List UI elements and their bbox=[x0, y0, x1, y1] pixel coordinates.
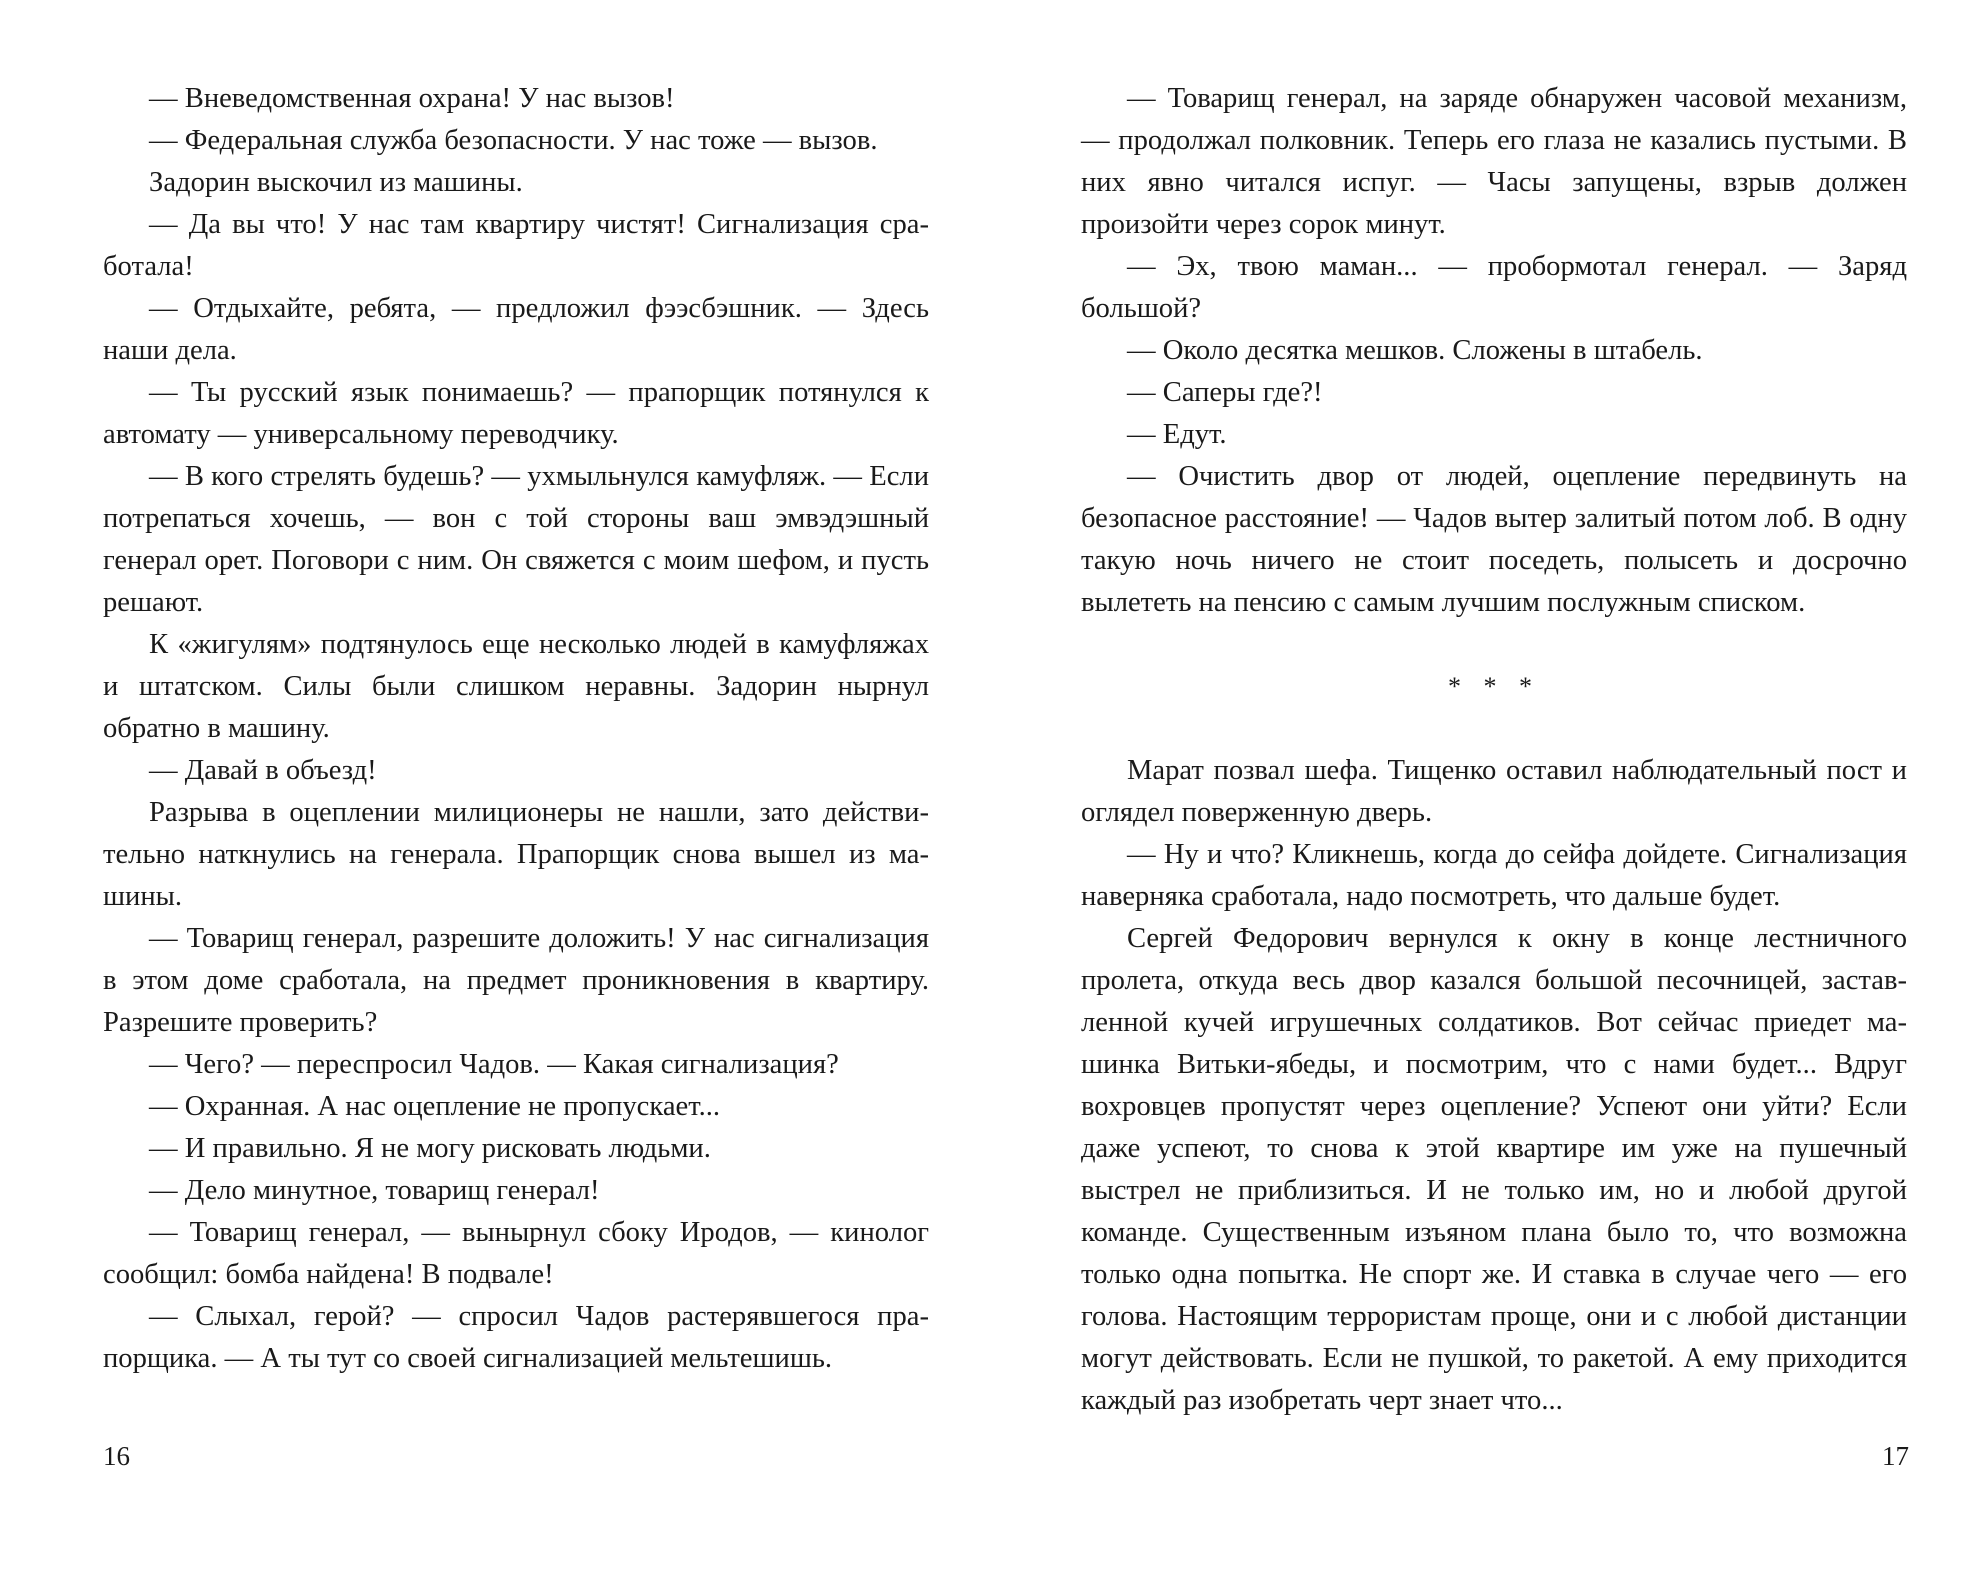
paragraph: — Ну и что? Кликнешь, когда до сейфа дойдете. Сигнализация наверняка сработала, надо посмотреть, что дальше будет. bbox=[1081, 839, 1907, 912]
paragraph: Разрыва в оцеплении милиционеры не нашли, зато действительно наткнулись на генерала. Прапорщик снова вышел из машины. bbox=[103, 797, 929, 912]
paragraph: — Едут. bbox=[1127, 419, 1227, 450]
paragraph: — Эх, твою маман... — пробормотал генерал. — Заряд большой? bbox=[1081, 251, 1907, 324]
paragraph: — Вневедомственная охрана! У нас вызов! bbox=[149, 83, 675, 114]
paragraph: — И правильно. Я не могу рисковать людьми. bbox=[149, 1133, 711, 1164]
paragraph: — Охранная. А нас оцепление не пропускает... bbox=[149, 1091, 721, 1122]
paragraph: — Товарищ генерал, на заряде обнаружен часовой механизм, — продолжал полковник. Теперь его глаза не казались пустыми. В них явно читался испуг. — Часы запущены, взрыв должен произойти через сорок минут. bbox=[1081, 83, 1907, 240]
paragraph: К «жигулям» подтянулось еще несколько людей в камуфляжах и штатском. Силы были слишком неравны. Задорин нырнул обратно в машину. bbox=[103, 629, 929, 744]
paragraph: — Около десятка мешков. Сложены в штабель. bbox=[1127, 335, 1703, 366]
paragraph: — Давай в объезд! bbox=[149, 755, 377, 786]
paragraph: — В кого стрелять будешь? — ухмыльнулся камуфляж. — Если потрепаться хочешь, — вон с той стороны ваш эмвэдэшный генерал орет. Поговори с ним. Он свяжется с моим шефом, и пусть решают. bbox=[103, 461, 929, 618]
paragraph: — Отдыхайте, ребята, — предложил фээсбэшник. — Здесь наши дела. bbox=[103, 293, 929, 366]
paragraph: Задорин выскочил из машины. bbox=[149, 167, 523, 198]
left-page-text bbox=[103, 78, 929, 1380]
paragraph: — Товарищ генерал, разрешите доложить! У нас сигнализация в этом доме сработала, на предмет проникновения в квартиру. Разрешите проверить? bbox=[103, 923, 929, 1038]
paragraph: Сергей Федорович вернулся к окну в конце лестничного пролета, откуда весь двор казался большой песочницей, заставленной кучей игрушечных солдатиков. Вот сейчас приедет машинка Витьки-ябеды, и посмотрим, что с нами будет... Вдруг вохровцев пропустят через оцепление? Успеют они уйти? Если даже успеют, то снова к этой квартире им уже на пушечный выстрел не приблизиться. И не только им, но и любой другой команде. Существенным изъяном плана было то, что возможна только одна попытка. Не спорт же. И ставка в случае чего — его голова. Настоящим террористам проще, они и с любой дистанции могут действовать. Если не пушкой, то ракетой. А ему приходится каждый раз изобретать черт знает что... bbox=[1081, 923, 1907, 1416]
section-separator: * * * bbox=[1448, 672, 1540, 701]
paragraph: — Товарищ генерал, — вынырнул сбоку Иродов, — кинолог сообщил: бомба найдена! В подвале! bbox=[103, 1217, 929, 1290]
paragraph: — Да вы что! У нас там квартиру чистят! Сигнализация сработала! bbox=[103, 209, 929, 282]
page-number-left: 16 bbox=[103, 1441, 130, 1471]
paragraph: — Федеральная служба безопасности. У нас тоже — вызов. bbox=[149, 125, 878, 156]
paragraph: — Очистить двор от людей, оцепление передвинуть на безопасное расстояние! — Чадов вытер залитый потом лоб. В одну такую ночь ничего не стоит поседеть, полысеть и досрочно вылететь на пенсию с самым лучшим послужным списком. bbox=[1081, 461, 1907, 618]
paragraph: — Ты русский язык понимаешь? — прапорщик потянулся к автомату — универсальному переводчику. bbox=[103, 377, 929, 450]
paragraph: — Слыхал, герой? — спросил Чадов растерявшегося прапорщика. — А ты тут со своей сигнализацией мельтешишь. bbox=[103, 1301, 929, 1374]
paragraph: — Чего? — переспросил Чадов. — Какая сигнализация? bbox=[149, 1049, 839, 1080]
right-page-text bbox=[1081, 78, 1907, 1422]
page-number-right: 17 bbox=[1882, 1441, 1909, 1471]
paragraph: — Дело минутное, товарищ генерал! bbox=[149, 1175, 600, 1206]
paragraph: Марат позвал шефа. Тищенко оставил наблюдательный пост и оглядел поверженную дверь. bbox=[1081, 755, 1907, 828]
paragraph: — Саперы где?! bbox=[1127, 377, 1323, 408]
